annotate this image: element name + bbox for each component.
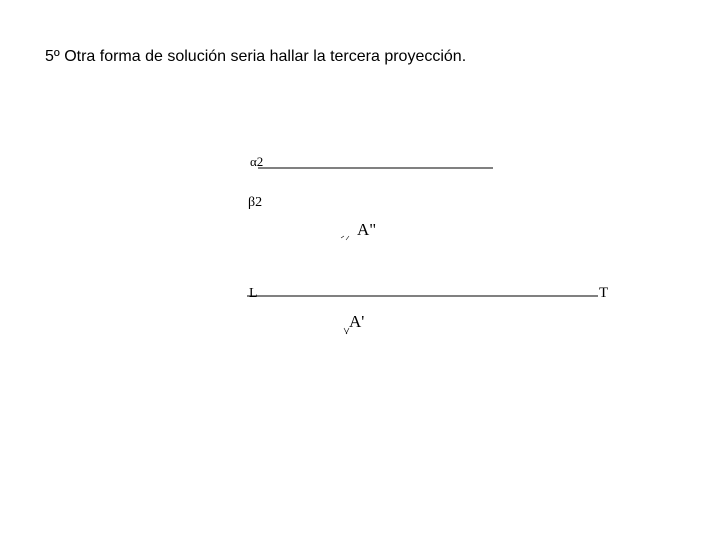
ground-line-l-label: L <box>249 286 258 301</box>
page-heading: 5º Otra forma de solución seria hallar la tercera proyección. <box>45 48 467 65</box>
alpha-trace-label: α2 <box>250 154 264 169</box>
a-double-prime-label: A" <box>357 220 377 239</box>
a-prime-label: A' <box>349 312 365 331</box>
beta-trace-label: β2 <box>248 195 263 210</box>
a-prime-point <box>344 328 349 334</box>
a-double-prime-point <box>341 236 349 240</box>
ground-line-t-label: T <box>599 285 609 301</box>
